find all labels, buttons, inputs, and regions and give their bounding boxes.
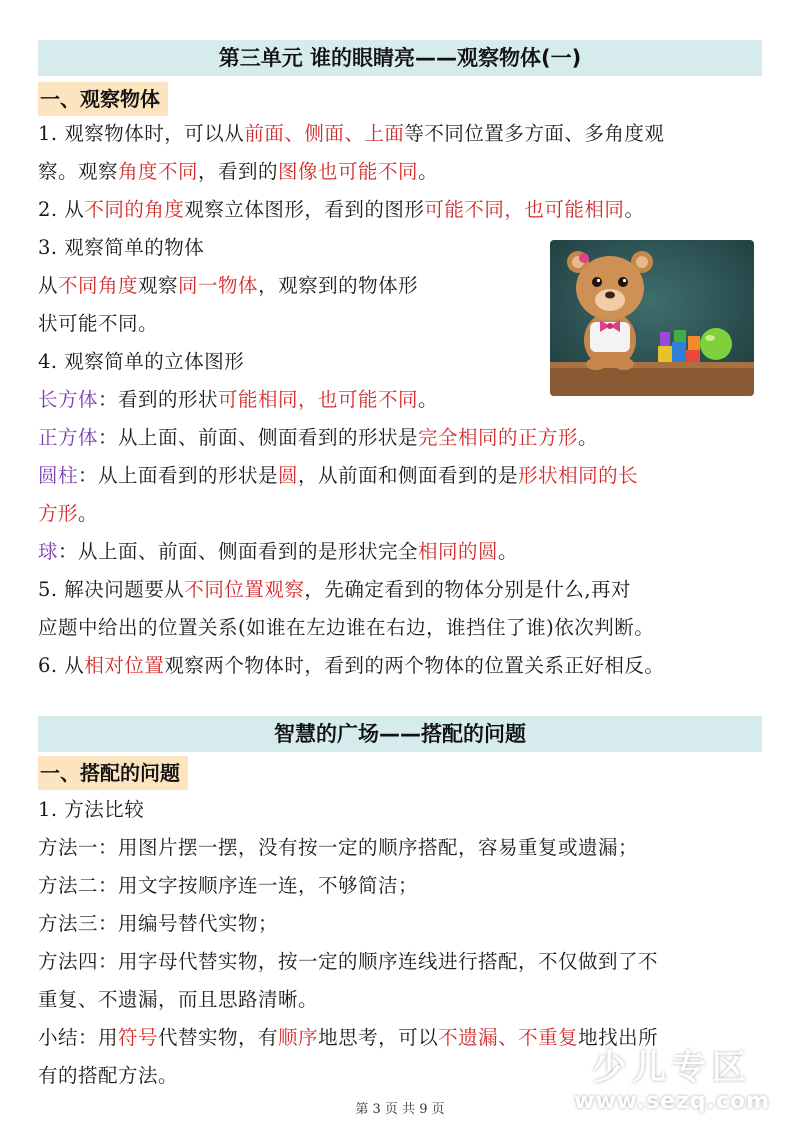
watermark-url: www.sezq.com xyxy=(574,1089,770,1114)
paragraph-line xyxy=(38,120,664,148)
term-label: 球 xyxy=(38,540,59,563)
text-run: ，观察到的物体形 xyxy=(258,274,419,297)
text-run: 地思考，可以 xyxy=(318,1026,439,1049)
text-run: 。 xyxy=(498,540,519,563)
watermark-logo: 少儿专区 xyxy=(592,1048,753,1088)
text-run: 地找出所 xyxy=(578,1026,659,1049)
paragraph-line xyxy=(38,652,664,680)
text-run: 应题中给出的位置关系(如谁在左边谁在右边，谁挡住了谁)依次判断。 xyxy=(38,616,655,639)
paragraph-line xyxy=(38,576,631,604)
text-run: ：从上面、前面、侧面看到的是形状完全 xyxy=(58,540,419,563)
text-run: 方法三：用编号替代实物； xyxy=(38,912,279,935)
unit-title-banner: 智慧的广场——搭配的问题 xyxy=(38,716,762,752)
highlighted-text: 不同位置观察 xyxy=(184,578,305,601)
text-run: ：从上面、前面、侧面看到的形状是 xyxy=(98,426,419,449)
highlighted-text: 图像也可能不同 xyxy=(278,160,419,183)
text-run: 2. 从 xyxy=(38,198,85,221)
section-heading-matching: 一、搭配的问题 xyxy=(38,756,188,790)
paragraph-line xyxy=(38,948,658,976)
highlighted-text: 符号 xyxy=(118,1026,159,1049)
text-run: ：看到的形状 xyxy=(98,388,219,411)
paragraph-line xyxy=(38,872,418,900)
text-run: 状可能不同。 xyxy=(38,312,159,335)
text-run: 从 xyxy=(38,274,59,297)
teddy-bear-illustration xyxy=(550,240,754,396)
text-run: 。 xyxy=(418,388,439,411)
text-run: 方法四：用字母代替实物，按一定的顺序连线进行搭配，不仅做到了不 xyxy=(38,950,659,973)
text-run: 。 xyxy=(624,198,645,221)
text-run: 察。观察 xyxy=(38,160,119,183)
highlighted-text: 不遗漏、不重复 xyxy=(438,1026,579,1049)
paragraph-line xyxy=(38,1024,658,1052)
highlighted-text: 形状相同的长 xyxy=(518,464,639,487)
paragraph-line xyxy=(38,538,518,566)
paragraph-line xyxy=(38,834,638,862)
page-number: 第 3 页 共 9 页 xyxy=(355,1102,445,1117)
text-run: 代替实物，有 xyxy=(158,1026,279,1049)
term-label: 正方体 xyxy=(38,426,99,449)
text-run: ，先确定看到的物体分别是什么,再对 xyxy=(304,578,632,601)
paragraph-line xyxy=(38,272,418,300)
highlighted-text: 同一物体 xyxy=(178,274,259,297)
section-heading-observe: 一、观察物体 xyxy=(38,82,168,116)
text-run: 有的搭配方法。 xyxy=(38,1064,179,1087)
highlighted-text: 不同角度 xyxy=(58,274,139,297)
paragraph-line xyxy=(38,310,158,338)
text-run: 观察 xyxy=(138,274,179,297)
paragraph-line xyxy=(38,614,654,642)
text-run: 5. 解决问题要从 xyxy=(38,578,185,601)
highlighted-text: 完全相同的正方形 xyxy=(418,426,579,449)
term-label: 长方体 xyxy=(38,388,99,411)
paragraph-line xyxy=(38,424,598,452)
text-run: 。 xyxy=(418,160,439,183)
paragraph-line xyxy=(38,1062,178,1090)
text-run: 方法一：用图片摆一摆，没有按一定的顺序搭配，容易重复或遗漏； xyxy=(38,836,639,859)
text-run: 小结：用 xyxy=(38,1026,119,1049)
text-run: 重复、不遗漏，而且思路清晰。 xyxy=(38,988,319,1011)
text-run: 。 xyxy=(78,502,99,525)
paragraph-line xyxy=(38,348,244,376)
paragraph-line xyxy=(38,386,438,414)
text-run: 观察立体图形，看到的图形 xyxy=(184,198,425,221)
text-run: 4. 观察简单的立体图形 xyxy=(38,350,245,373)
highlighted-text: 可能相同，也可能不同 xyxy=(218,388,419,411)
highlighted-text: 角度不同 xyxy=(118,160,199,183)
highlighted-text: 圆 xyxy=(278,464,299,487)
text-run: 。 xyxy=(578,426,599,449)
paragraph-line xyxy=(38,500,98,528)
highlighted-text: 不同的角度 xyxy=(84,198,185,221)
paragraph-line xyxy=(38,158,438,186)
paragraph-line xyxy=(38,234,204,262)
unit-title-banner: 第三单元 谁的眼睛亮——观察物体(一) xyxy=(38,40,762,76)
text-run: 1. 方法比较 xyxy=(38,798,145,821)
highlighted-text: 相同的圆 xyxy=(418,540,499,563)
text-run: ，从前面和侧面看到的是 xyxy=(298,464,519,487)
highlighted-text: 方形 xyxy=(38,502,79,525)
text-run: 6. 从 xyxy=(38,654,85,677)
highlighted-text: 顺序 xyxy=(278,1026,319,1049)
highlighted-text: 前面、侧面、上面 xyxy=(244,122,405,145)
text-run: 3. 观察简单的物体 xyxy=(38,236,205,259)
term-label: 圆柱 xyxy=(38,464,79,487)
text-run: ，看到的 xyxy=(198,160,279,183)
text-run: 方法二：用文字按顺序连一连，不够简洁； xyxy=(38,874,419,897)
paragraph-line xyxy=(38,196,644,224)
text-run: 观察两个物体时，看到的两个物体的位置关系正好相反。 xyxy=(164,654,665,677)
paragraph-line xyxy=(38,910,278,938)
highlighted-text: 相对位置 xyxy=(84,654,165,677)
paragraph-line xyxy=(38,986,318,1014)
text-run: 等不同位置多方面、多角度观 xyxy=(404,122,665,145)
paragraph-line xyxy=(38,462,638,490)
paragraph-line xyxy=(38,796,144,824)
highlighted-text: 可能不同，也可能相同 xyxy=(424,198,625,221)
text-run: ：从上面看到的形状是 xyxy=(78,464,279,487)
text-run: 1. 观察物体时，可以从 xyxy=(38,122,245,145)
